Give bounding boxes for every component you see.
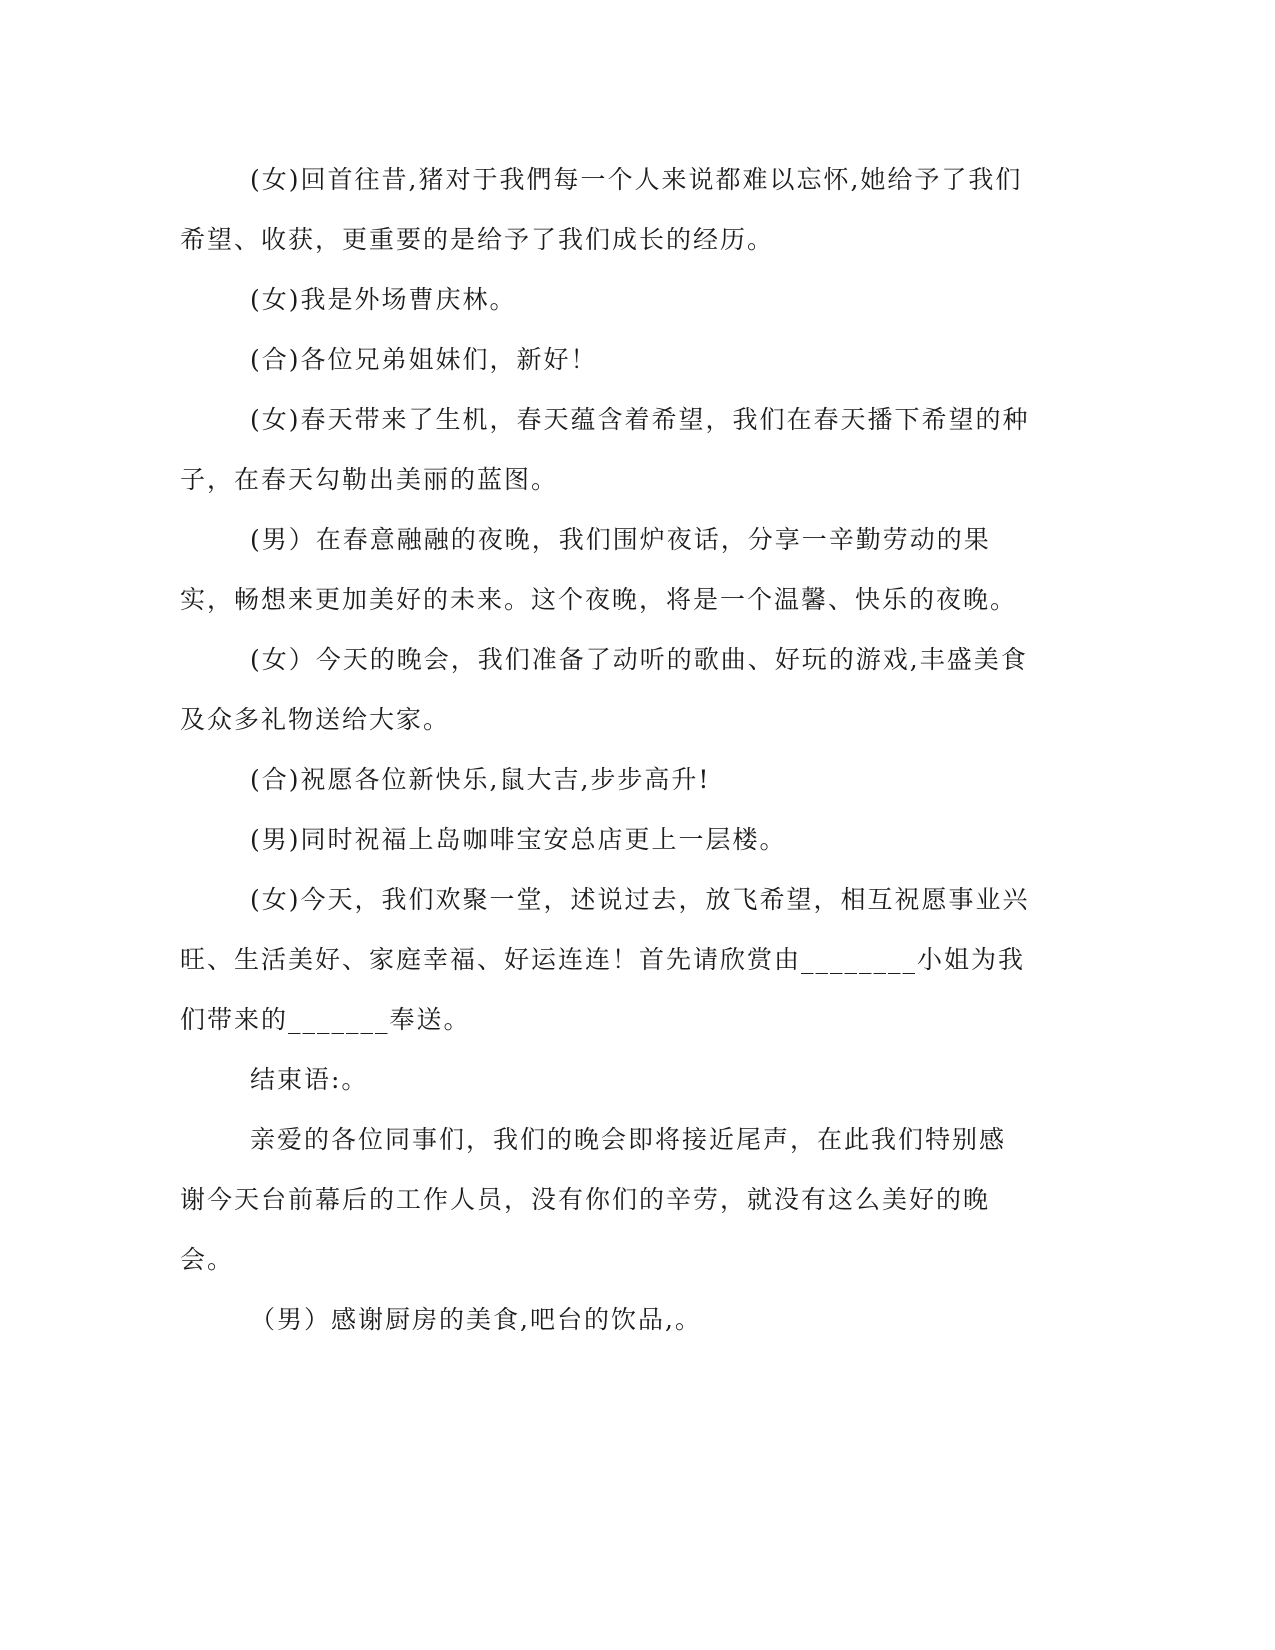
paragraph: (合)各位兄弟姐妹们，新好！ [250, 345, 598, 374]
paragraph: (女)今天，我们欢聚一堂，述说过去，放飞希望，相互祝愿事业兴旺、生活美好、家庭幸福、好运连连！首先请欣赏由________小姐为我们带来的_______奉送。 [180, 885, 1030, 1034]
paragraph: (女）今天的晚会，我们准备了动听的歌曲、好玩的游戏,丰盛美食及众多礼物送给大家。 [180, 645, 1028, 734]
paragraph: (女)我是外场曹庆林。 [250, 285, 517, 314]
closing-heading: 结束语:。 [250, 1065, 369, 1094]
paragraph: (男）在春意融融的夜晚，我们围炉夜话，分享一辛勤劳动的果实，畅想来更加美好的未来。这个夜晚，将是一个温馨、快乐的夜晚。 [180, 525, 1018, 614]
paragraph: (男)同时祝福上岛咖啡宝安总店更上一层楼。 [250, 825, 787, 854]
paragraph: (女)春天带来了生机，春天蕴含着希望，我们在春天播下希望的种子，在春天勾勒出美丽的蓝图。 [180, 405, 1030, 494]
paragraph: （男）感谢厨房的美食,吧台的饮品,。 [250, 1305, 702, 1334]
document-page [180, 150, 1030, 1350]
paragraph: 亲爱的各位同事们，我们的晚会即将接近尾声，在此我们特别感谢今天台前幕后的工作人员，没有你们的辛劳，就没有这么美好的晚会。 [180, 1125, 1007, 1274]
paragraph: (合)祝愿各位新快乐,鼠大吉,步步高升! [250, 765, 711, 794]
paragraph: (女)回首往昔,猪对于我們每一个人来说都难以忘怀,她给予了我们希望、收获，更重要的是给予了我们成长的经历。 [180, 165, 1023, 254]
